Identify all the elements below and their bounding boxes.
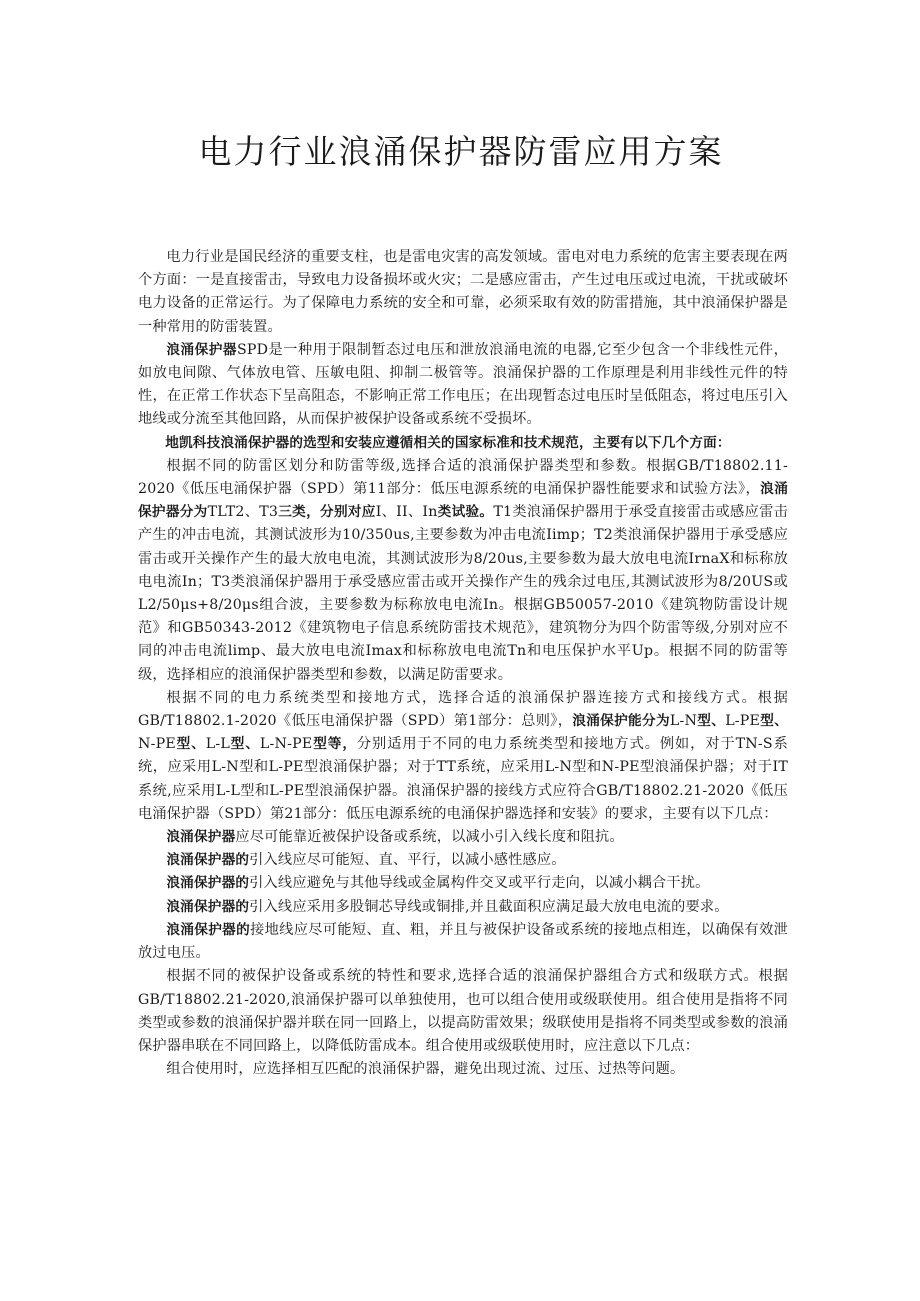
list-item-text: 引入线应尽可能短、直、平行，以减小感性感应。	[249, 852, 566, 869]
connection-bold-5: 型、	[230, 736, 260, 753]
list-item-text: 引入线应避免与其他导线或金属构件交叉或平行走向，以减小耦合干扰。	[249, 875, 710, 892]
list-item-term: 浪涌保护器的	[166, 875, 250, 892]
list-item-text: 应尽可能靠近被保护设备或系统，以减小引入线长度和阻抗。	[235, 829, 624, 846]
spd-types-tests: I、II、In	[375, 504, 438, 521]
paragraph-combination: 根据不同的被保护设备或系统的特性和要求,选择合适的浪涌保护器组合方式和级联方式。根据GB/T18802.21-2020,浪涌保护器可以单独使用，也可以组合使用或级联使用。组合使用是指将不同类型或参数的浪涌保护器并联在同一回路上，以提高防雷效果；级联使用是指将不同类型或参数的浪涌保护器串联在不同回路上，以降低防雷成本。组合使用或级联使用时，应注意以下几点：	[138, 968, 788, 1054]
connection-bold-6: 型等，	[312, 736, 357, 753]
document-title: 电力行业浪涌保护器防雷应用方案	[198, 132, 724, 171]
connection-type-ln: L-N	[669, 713, 698, 730]
list-item-lead-short	[138, 849, 788, 872]
paragraph-selection-heading: 地凯科技浪涌保护器的选型和安装应遵循相关的国家标准和技术规范，主要有以下几个方面：	[165, 434, 731, 451]
spd-types-bold-1: 浪涌保护器分为	[138, 481, 789, 521]
list-item-lead-material	[138, 896, 788, 919]
spd-types-details: T1类浪涌保护器用于承受直接雷击或感应雷击产生的冲击电流，其测试波形为10/350us,主要参数为冲击电流Iimp；T2类浪涌保护器用于承受感应雷击或开关操作产生的最大放电电流，其测试波形为8/20us,主要参数为最大放电电流IrnaX和标称放电电流In；T3类浪涌保护器用于承受感应雷击或开关操作产生的残余过电压,其测试波形为8/20US或L2/50μs+8/20μs组合波，主要参数为标称放电电流In。根据GB50057-2010《建筑物防雷设计规范》和GB50343-2012《建筑物电子信息系统防雷技术规范》，建筑物分为四个防雷等级,分别对应不同的冲击电流limp、最大放电电流Imax和标称放电电流Tn和电压保护水平Up。根据不同的防雷等级，选择相应的浪涌保护器类型和参数，以满足防雷要求。	[138, 504, 788, 683]
spd-types-bold-3: 类试验。	[437, 504, 494, 521]
paragraph-combination-note: 组合使用时，应选择相互匹配的浪涌保护器，避免出现过流、过压、过热等问题。	[166, 1061, 685, 1078]
connection-bold-2: 型、	[697, 713, 726, 730]
list-item-term: 浪涌保护器的	[166, 898, 250, 915]
spd-types-classes: TLT2、T3	[207, 504, 279, 521]
list-item-placement	[138, 826, 788, 849]
paragraph-spd-types	[138, 455, 788, 687]
list-item-ground-wire	[138, 919, 788, 965]
connection-details: 分别适用于不同的电力系统类型和接地方式。例如，对于TN-S系统，应采用L-N型和L-PE型浪涌保护器；对于TT系统，应采用L-N型和N-PE型浪涌保护器；对于IT系统,应采用L-L型和L-PE型浪涌保护器。浪涌保护器的接线方式应符合GB/T18802.21-2020《低压电涌保护器（SPD）第21部分：低压电源系统的电涌保护器选择和安装》的要求，主要有以下几点：	[138, 736, 788, 822]
spd-types-intro: 根据不同的防雷区划分和防雷等级,选择合适的浪涌保护器类型和参数。根据GB/T18802.11-2020《低压电涌保护器（SPD）第11部分：低压电源系统的电涌保护器性能要求和试验方法》，	[138, 457, 788, 498]
connection-type-lnpe: L-N-PE	[259, 736, 313, 753]
spd-types-bold-2: 三类，分别对应	[278, 504, 376, 521]
connection-bold-1: 浪涌保护能分为	[572, 713, 670, 730]
paragraph-connection	[138, 687, 788, 826]
paragraph-spd-definition	[138, 339, 788, 432]
term-spd: 浪涌保护器	[166, 341, 237, 358]
list-item-term: 浪涌保护器的	[166, 852, 250, 869]
document-body	[138, 246, 788, 1081]
connection-type-npe: N-PE	[138, 736, 176, 753]
connection-bold-3: 型、	[760, 713, 788, 730]
spd-definition-text: SPD是一种用于限制暂态过电压和泄放浪涌电流的电器,它至少包含一个非线性元件，如放电间隙、气体放电管、压敏电阻、抑制二极管等。浪涌保护器的工作原理是利用非线性元件的特性，在正常工作状态下呈高阻态，不影响正常工作电压；在出现暂态过电压时呈低阻态，将过电压引入地线或分流至其他回路，从而保护被保护设备或系统不受损坏。	[138, 341, 789, 428]
list-item-term: 浪涌保护器	[166, 829, 236, 846]
list-item-lead-crossing	[138, 872, 788, 895]
connection-type-ll: L-L	[205, 736, 231, 753]
list-item-term: 浪涌保护器的	[166, 921, 251, 938]
list-item-text: 接地线应尽可能短、直、粗，并且与被保护设备或系统的接地点相连，以确保有效泄放过电压。	[138, 921, 789, 962]
paragraph-intro: 电力行业是国民经济的重要支柱，也是雷电灾害的高发领域。雷电对电力系统的危害主要表现在两个方面：一是直接雷击，导致电力设备损坏或火灾；二是感应雷击，产生过电压或过电流，干扰或破坏电力设备的正常运行。为了保障电力系统的安全和可靠，必须采取有效的防雷措施，其中浪涌保护器是一种常用的防雷装置。	[138, 249, 788, 335]
connection-bold-4: 型、	[175, 736, 206, 753]
connection-intro: 根据不同的电力系统类型和接地方式，选择合适的浪涌保护器连接方式和接线方式。根据GB/T18802.1-2020《低压电涌保护器（SPD）第1部分：总则》，	[138, 689, 788, 730]
list-item-text: 引入线应采用多股铜芯导线或铜排,并且截面积应满足最大放电电流的要求。	[249, 898, 729, 915]
connection-type-lpe: L-PE	[725, 713, 761, 730]
